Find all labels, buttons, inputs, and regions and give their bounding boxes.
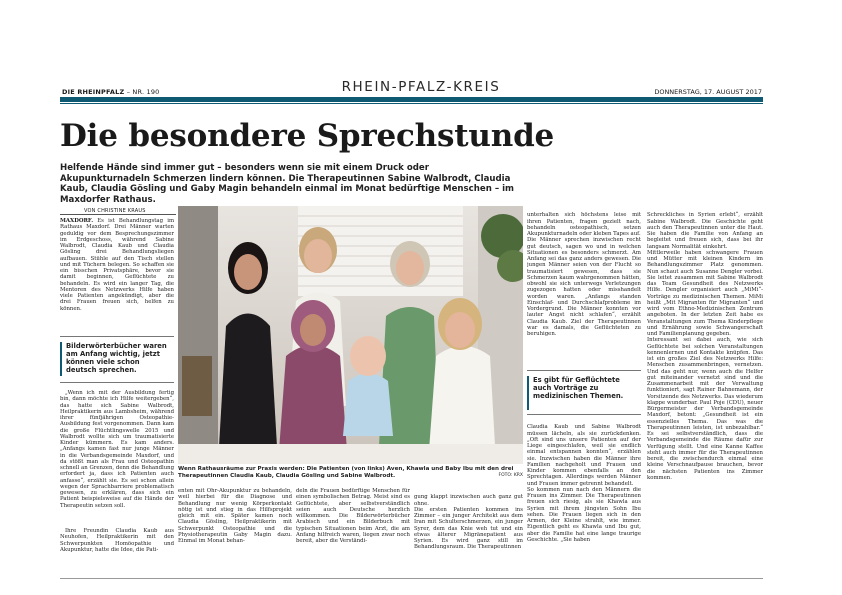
- headline: Die besondere Sprechstunde: [60, 118, 555, 154]
- pull1-bar: [60, 342, 62, 376]
- column-1-top: [60, 218, 174, 336]
- column-4-top: [527, 206, 641, 366]
- section-title: RHEIN-PFALZ-KREIS: [341, 79, 501, 95]
- col2-bot-text: enten mit Ohr-Akupunktur zu behandeln, weil hierbei für die Diagnose und Behandlung nur wenig Körperkontakt nötig ist und stieg in das Hilfsprojekt gleich mit ein. Später kamen noch Claudia Gösling, Heilpraktikerin mit Schwerpunkt Osteopathie und die Physiotherapeutin Gaby Magin dazu. Einmal im Monat behan-: [178, 488, 292, 544]
- col3-bot-text: deln die Frauen bedürftige Menschen für einen symbolischen Betrag. Meist sind es Geflüchtete, aber selbstverständlich seien auch Deutsche herzlich willkommen. Die Bilderwörterbücher Arabisch und ein Bilderbuch mit typischen Situationen beim Arzt, die am Anfang hilfreich waren, liegen zwar noch bereit, aber die Verständi-: [296, 488, 410, 544]
- col4-mid-text: Claudia Kaub und Sabine Walbrodt müssen lächeln, als sie zurückdenken. „Oft sind uns unsere Patienten auf der Liege eingeschlafen, weil sie endlich einmal entspannen konnten“, erzählen sie. Inzwischen haben die Männer ihre Familien nachgeholt und Frauen und Kinder kommen ebenfalls an den Sprechtagen. Allerdings werden Männer und Frauen immer getrennt behandelt. So kommen nun nach den Männern die Frauen ins Zimmer. Die Therapeutinnen freuen sich riesig, als sie Khawla aus Syrien mit ihrem jüngsten Sohn Ibu sehen. Die Frauen liegen sich in den Armen, der Kleine strahlt, wie immer. Eigentlich geht es Khawla und Ibu gut, aber die Familie hat eine lange traurige Geschichte. „Sie haben: [527, 424, 641, 543]
- col4-top-text: unterhalten sich höchstens leise mit ihren Patienten, fragen gezielt nach, behandeln osteopathisch, setzen Akupunkturnadeln oder kleben Tapes auf. Die Männer sprechen inzwischen recht gut deutsch, sagen wo und in welchen Situationen es besonders schmerzt. Am Anfang sei das ganz anders gewesen. Die jungen Männer seien von der Flucht so traumatisiert gewesen, dass sie Schmerzen kaum wahrgenommen hätten, obwohl sie sich unterwegs Verletzungen zugezogen hatten oder misshandelt worden waren. „Anfangs standen Einschlaf- und Durchschlafprobleme im Vordergrund. Die Männer konnten vor lauter Angst nicht schlafen“, erzählt Claudia Kaub. Ziel der Therapeutinnen war es damals, die Geflüchteten zu beruhigen.: [527, 212, 641, 337]
- col1-top-text: Es ist Behandlungstag im Rathaus Maxdorf. Drei Männer warten geduldig vor dem Besprechungszimmer im Erdgeschoss, während Sabine Walbrodt, Claudia Kaub und Claudia Gösling drei Behandlungsliegen aufbauen. Stühle auf den Tisch stellen und mit Tüchern belegen. So schaffen sie ein bisschen Privatsphäre, bevor sie damit beginnen, Geflüchtete zu behandeln. Es wird ein langer Tag, die Mentoren des Netzwerks Hilfe haben viele Patienten angekündigt, aber die drei Frauen freuen sich, helfen zu können.: [60, 218, 174, 312]
- col1-bot-text: Ihre Freundin Claudia Kaub aus Neuhofen, Heilpraktikerin mit den Schwerpunkten Homöopathie und Akupunktur, hatte die Idee, die Pati-: [60, 528, 174, 553]
- photo-caption: [178, 466, 523, 479]
- column-4-mid: [527, 418, 641, 578]
- issue-number: – NR. 190: [126, 88, 160, 96]
- pull-quote-2: Es gibt für Geflüchtete auch Vorträge zu medizinischen Themen.: [533, 376, 624, 400]
- byline: VON CHRISTINE KRAUS: [84, 208, 146, 214]
- column-4-bottom: [414, 488, 523, 578]
- issue-date: DONNERSTAG, 17. AUGUST 2017: [654, 88, 762, 96]
- photo-credit: FOTO: KRX: [498, 472, 523, 478]
- column-2-bottom: [178, 488, 292, 578]
- pull1-rule-top: [60, 336, 174, 337]
- column-1-bottom: [60, 528, 174, 578]
- col5-text: Schreckliches in Syrien erlebt“, erzählt Sabine Walbrodt. Die Geschichte geht auch den Therapeutinnen unter die Haut. Sie haben die Familie von Anfang an begleitet und freuen sich, dass bei ihr langsam Normalität einkehrt. Mittlerweile haben schwangere Frauen und Mütter mit kleinen Kindern im Behandlungszimmer Platz genommen. Nun schaut auch Susanne Dengler vorbei. Sie leitet zusammen mit Sabine Walbrodt das Team Gesundheit des Netzwerks Hilfe. Dengler organisiert auch „MiMi“-Vorträge zu medizinischen Themen. MiMi heißt „Mit Migranten für Migranten“ und wird vom Ethno-Medizinischen Zentrum angeboten. In der letzten Zeit habe es Veranstaltungen zum Thema Kinderpflege und Ernährung sowie Schwangerschaft und Familienplanung gegeben. Interessant sei dabei auch, wie sich Geflüchtete bei solchen Veranstaltungen kennenlernen und Kontakte knüpfen. Das ist ein großes Ziel des Netzwerks Hilfe: Menschen zusammenbringen, vernetzen. Und das geht nur, wenn auch die Helfer gut miteinander vernetzt sind und die Zusammenarbeit mit der Verwaltung funktioniert, sagt Rainer Bahnemann, der Vorsitzende des Netzwerks. Das wiederum klappe wunderbar. Paul Poje (CDU), neuer Bürgermeister der Verbandsgemeinde Maxdorf, betont: „Gesundheit ist ein essenzielles Thema. Das was die Therapeutinnen leisten, ist unbezahlbar.“ Es sei selbstverständlich, dass die Verbandsgemeinde die Räume dafür zur Verfügung stellt. Und eine Kanne Kaffee steht auch immer für die Therapeutinnen bereit, die zwischendurch einmal eine kleine Verschnaufpause brauchen, bevor die nächsten Patienten ins Zimmer kommen.: [647, 212, 763, 481]
- paper-name: DIE RHEINPFALZ: [62, 88, 125, 96]
- pull-quote-1: Bilderwörterbücher waren am Anfang wichtig, jetzt können viele schon deutsch sprechen.: [66, 342, 167, 374]
- pull2-rule-bottom: [527, 414, 641, 415]
- dateline: MAXDORF.: [60, 218, 94, 224]
- byline-rule: [60, 214, 176, 215]
- caption-text: Wenn Rathausräume zur Praxis werden: Die Patienten (von links) Aven, Khawla und Baby Ibu mit den drei Therapeutinnen Claudia Kaub, Claudia Gösling und Sabine Walbrodt.: [178, 466, 514, 479]
- column-3-bottom: [296, 488, 410, 578]
- article-photo: [178, 206, 523, 464]
- photo-illustration: [178, 206, 523, 464]
- column-5: [647, 206, 763, 578]
- pull2-rule-top: [527, 370, 641, 371]
- footer-rule: [60, 578, 763, 579]
- pull1-rule-bottom: [60, 382, 174, 383]
- header-rule: [60, 97, 763, 102]
- col4-bot-text: gung klappt inzwischen auch ganz gut ohne. Die ersten Patienten kommen ins Zimmer – ein junger Architekt aus dem Iran mit Schulterschmerzen, ein junger Syrer, dem das Knie weh tut und ein etwas älterer Migränepatient aus Syrien. Es wird ganz still im Behandlungsraum. Die Therapeutinnen: [414, 494, 523, 551]
- column-1-mid: [60, 390, 174, 526]
- lead-paragraph: Helfende Hände sind immer gut – besonders wenn sie mit einem Druck oder Akupunkturnadeln Schmerzen lindern können. Die Therapeutinnen Sabine Walbrodt, Claudia Kaub, Claudia Gösling und Gaby Magin behandeln einmal im Monat bedürftige Menschen – im Maxdorfer Rathaus.: [60, 163, 515, 205]
- pull2-bar: [527, 376, 529, 410]
- header-rule-thin: [60, 103, 763, 104]
- col1-mid-text: „Wenn ich mit der Ausbildung fertig bin, dann möchte ich Hilfe weitergeben“, das hatte sich Sabine Walbrodt, Heilpraktikerin aus Lambsheim, während ihrer fünfjährigen Osteopathie-Ausbildung fest vorgenommen. Dann kam die große Flüchtlingswelle 2015 und Walbrodt wollte sich um traumatisierte Kinder kümmern. Es kam anders. „Anfangs kamen fast nur junge Männer in die Verbandsgemeinde Maxdorf, und da stößt man als Frau und Osteopathin schnell an Grenzen, denn die Behandlung erfordert ja, dass ich Patienten auch anfasse“, erzählt sie. Es sei schon allein wegen der Sprachbarriere problematisch gewesen, zu erklären, dass sich ein Patient beispielsweise auf die Hände der Therapeutin setzen soll.: [60, 390, 174, 509]
